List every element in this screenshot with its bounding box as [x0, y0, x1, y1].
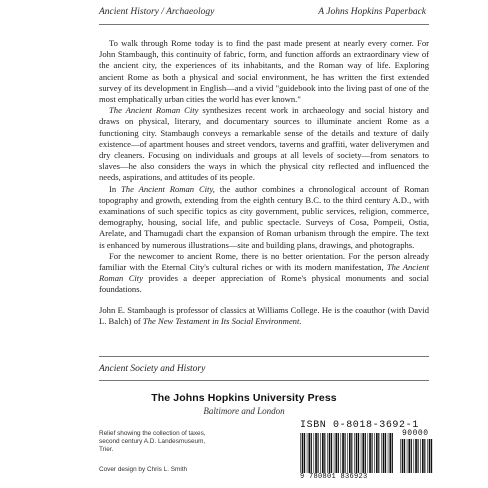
barcode-bar: [407, 439, 408, 473]
barcode-bar: [381, 433, 382, 473]
barcode-bar: [400, 439, 401, 473]
price-addon-barcode: [400, 439, 434, 473]
isbn-number: ISBN 0-8018-3692-1: [300, 420, 419, 431]
paragraph-text: For the newcomer to ancient Rome, there is no better orientation. For the person already familiar with the Eternal City's cultural riches or with its modern manifestation,: [99, 250, 429, 273]
barcode-bar: [414, 439, 415, 473]
publisher-city: Baltimore and London: [203, 406, 285, 416]
book-title-ref: The Ancient Roman City: [109, 105, 199, 116]
barcode-bar: [392, 433, 393, 473]
barcode-bar: [415, 439, 417, 473]
barcode: [300, 429, 435, 481]
subject-category: Ancient History / Archaeology: [99, 7, 215, 17]
barcode-bar: [362, 433, 364, 473]
barcode-bar: [378, 433, 379, 473]
barcode-bar: [354, 433, 355, 473]
paragraph-text: the author combines a chronological account of Roman topography and growth, extending from the eighth century B.C. to the third century A.D., with examinations of such specific topics as city government, public services, religion, commerce, demography, housing, social life, and public spectacle. Surveys of Cosa, Pompeii, Ostia, Arelate, and Thamugadi chart the expansion of Roman urbanism through the empire. The text is enhanced by numerous illustrations—site and building plans, drawings, and photographs.: [99, 183, 429, 250]
blurb-paragraph-2: [99, 105, 429, 183]
barcode-bar: [420, 439, 421, 473]
barcode-bar: [374, 433, 375, 473]
top-rule: [99, 24, 429, 25]
barcode-bar: [307, 433, 308, 473]
barcode-bar: [320, 433, 321, 473]
barcode-bar: [368, 433, 369, 473]
barcode-bar: [347, 433, 348, 473]
barcode-bar: [314, 433, 315, 473]
barcode-bar: [311, 433, 312, 473]
paragraph-text: synthesizes recent work in archaeology and social history and draws on physical, literary, and documentary sources to illuminate ancient Rome as a functioning city. Stambaugh conveys a remarkable sense of the details and texture of daily existence—of apartment houses and street vendors, taverns and graffiti, water deliverymen and dry cleaners. Focusing on individuals and groups at all levels of society—from senators to slaves—he also considers the ways in which the physical city reflected and influenced the needs, aspirations, and attitudes of its people.: [99, 105, 429, 183]
barcode-bar: [385, 433, 386, 473]
paperback-imprint: A Johns Hopkins Paperback: [318, 7, 426, 17]
blurb-paragraph-4: [99, 251, 429, 296]
barcode-bar: [431, 439, 432, 473]
barcode-bar: [376, 433, 378, 473]
barcode-bar: [335, 433, 337, 473]
barcode-bar: [338, 433, 339, 473]
barcode-bar: [334, 433, 335, 473]
addon-digits: 90000: [402, 429, 429, 438]
barcode-bar: [300, 433, 301, 473]
barcode-bar: [365, 433, 366, 473]
barcode-bar: [418, 439, 419, 473]
barcode-bar: [424, 439, 425, 473]
barcode-bar: [411, 439, 412, 473]
barcode-bar: [383, 433, 385, 473]
barcode-bar: [429, 439, 431, 473]
barcode-bar: [351, 433, 352, 473]
barcode-bar: [302, 433, 304, 473]
barcode-bar: [322, 433, 324, 473]
series-rule-top: [99, 356, 429, 357]
barcode-bar: [304, 433, 305, 473]
barcode-bar: [358, 433, 359, 473]
barcode-bar: [329, 433, 331, 473]
coauthored-title: The New Testament in Its Social Environment.: [142, 315, 302, 326]
barcode-bar: [369, 433, 371, 473]
series-rule-bottom: [99, 380, 429, 381]
paragraph-text: John E. Stambaugh is professor of classics at Williams College. He is the coauthor (with David L. Balch) of: [99, 304, 429, 326]
barcode-bar: [345, 433, 346, 473]
barcode-bar: [422, 439, 424, 473]
blurb-paragraph-3: [99, 184, 429, 251]
publisher-name: The Johns Hopkins University Press: [151, 392, 337, 404]
barcode-bar: [308, 433, 310, 473]
barcode-bar: [408, 439, 410, 473]
barcode-bar: [324, 433, 325, 473]
blurb-text: [99, 38, 429, 327]
barcode-bar: [388, 433, 389, 473]
barcode-bar: [318, 433, 319, 473]
book-title-ref: The Ancient Roman City: [99, 262, 429, 284]
paragraph-text: provides a deeper appreciation of Rome's physical monuments and social foundations.: [99, 273, 429, 295]
cover-image-credit: Relief showing the collection of taxes, second century A.D. Landesmuseum, Trier.: [99, 430, 206, 454]
book-title-ref: The Ancient Roman City,: [121, 183, 215, 194]
barcode-bar: [342, 433, 344, 473]
ean-barcode: [300, 433, 394, 473]
cover-design-credit: Cover design by Chris L. Smith: [99, 466, 188, 473]
barcode-bar: [341, 433, 342, 473]
barcode-bar: [331, 433, 332, 473]
barcode-bar: [427, 439, 428, 473]
barcode-bar: [402, 439, 404, 473]
blurb-paragraph-1: To walk through Rome today is to find the past made present at nearly every corner. For John Stambaugh, this continuity of fabric, form, and function affords an extraordinary view of the ancient city, the experiences of its inhabitants, and the Roman way of life. Exploring ancient Rome as both a physical and social environment, he has written the first extended survey of its development in English—and a vivid "guidebook into the living past of one of the most emphatically urban cities the world has ever known.": [99, 38, 429, 105]
barcode-bar: [389, 433, 391, 473]
barcode-bar: [327, 433, 328, 473]
barcode-bar: [404, 439, 405, 473]
barcode-bar: [349, 433, 351, 473]
barcode-bar: [361, 433, 362, 473]
barcode-bar: [315, 433, 317, 473]
author-bio: [99, 305, 429, 327]
ean-digits: 9 780801 836923: [300, 473, 368, 481]
barcode-bar: [372, 433, 373, 473]
barcode-bar: [356, 433, 358, 473]
series-title: Ancient Society and History: [99, 364, 206, 374]
paragraph-text: In: [109, 183, 122, 194]
